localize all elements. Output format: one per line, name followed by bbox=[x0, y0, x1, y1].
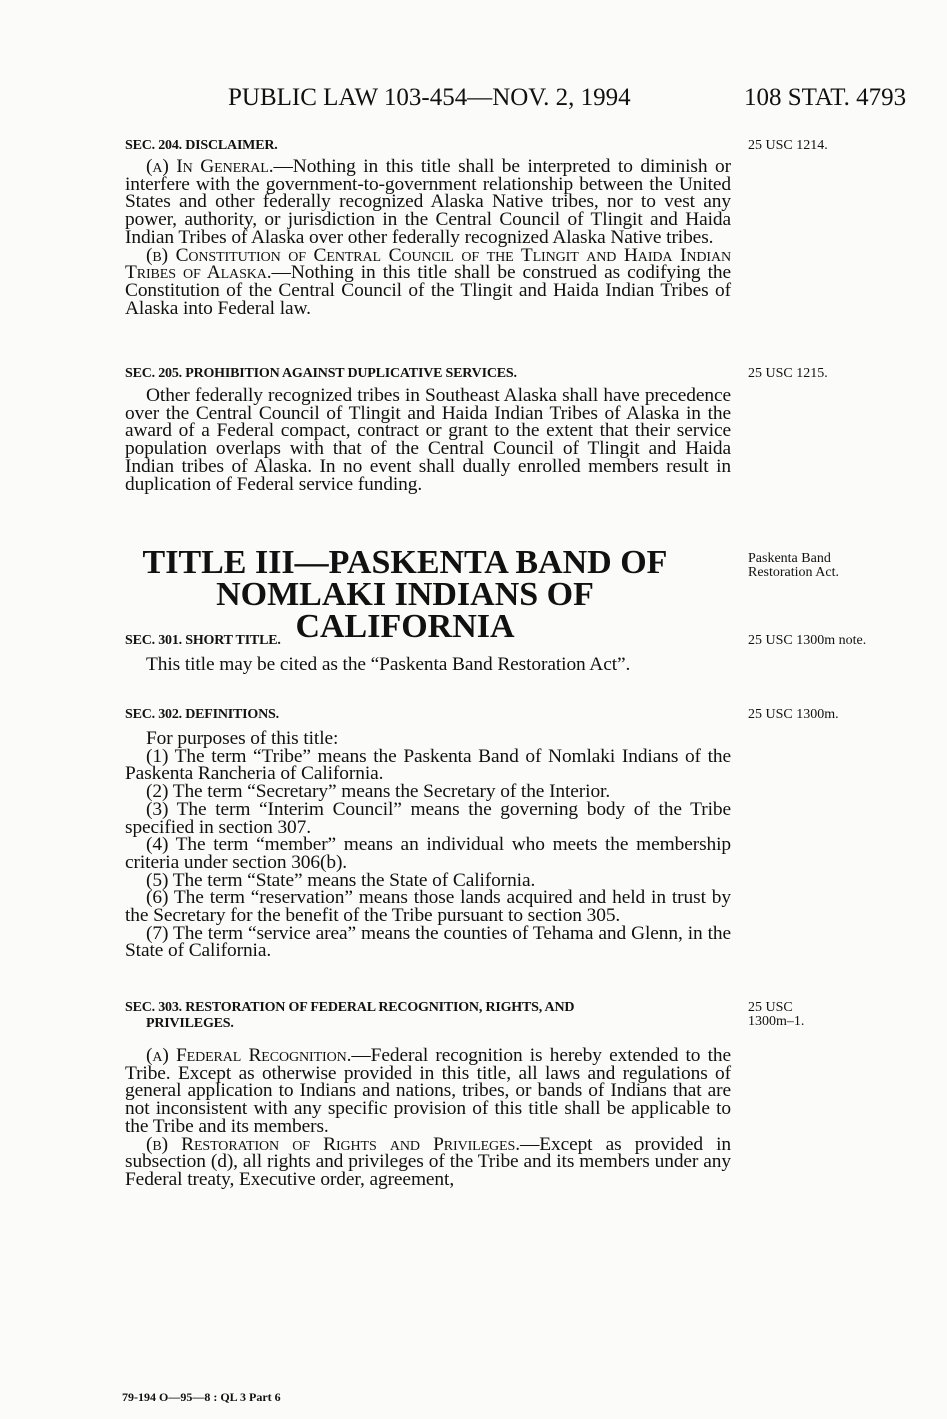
sec-303-a-text: —Federal recognition is hereby extended to the Tribe. Except as otherwise provided in this title, all laws and regulations of general application to Indians and nations, tribes, or bands of Indians that are not inconsistent with any specific provision of this title shall be applicable to the Tribe and its members. bbox=[125, 1045, 732, 1137]
title-iii-line-1: TITLE III—PASKENTA BAND OF bbox=[142, 544, 668, 581]
title-iii-heading bbox=[125, 544, 685, 645]
sec-204-b-label: (b) Constitution of Central Council of the Tlingit and Haida Indian Tribes of Alaska. bbox=[125, 244, 731, 284]
sec-204-b-text: —Nothing in this title shall be construed as codifying the Constitution of the Central Council of the Tlingit and Haida Indian Tribes of Alaska into Federal law. bbox=[125, 262, 731, 319]
sec-302-heading: SEC. 302. DEFINITIONS. bbox=[125, 707, 279, 722]
sec-205-body bbox=[125, 387, 731, 493]
sec-204-margin-note: 25 USC 1214. bbox=[748, 138, 828, 153]
sec-205-text: Other federally recognized tribes in Southeast Alaska shall have precedence over the Central Council of Tlingit and Haida Indian Tribes of Alaska in the award of a Federal compact, contract or grant to the extent that their service population overlaps with that of the Central Council of Tlingit and Haida Indian tribes of Alaska. In no event shall dually enrolled members result in duplication of Federal service funding. bbox=[125, 385, 731, 495]
title-iii-margin-note: Paskenta Band Restoration Act. bbox=[748, 551, 839, 580]
sec-303-heading-line-2: PRIVILEGES. bbox=[146, 1016, 234, 1031]
title-iii-line-2: NOMLAKI INDIANS OF CALIFORNIA bbox=[216, 576, 594, 645]
sec-303-b-text: —Except as provided in subsection (d), all rights and privileges of the Tribe and its members under any Federal treaty, Executive order, agreement, bbox=[125, 1133, 731, 1190]
sec-301-heading: SEC. 301. SHORT TITLE. bbox=[125, 633, 281, 648]
sec-205-heading: SEC. 205. PROHIBITION AGAINST DUPLICATIVE SERVICES. bbox=[125, 366, 517, 381]
sec-205-margin-note: 25 USC 1215. bbox=[748, 366, 828, 381]
sec-204-a-label: (a) In General. bbox=[146, 156, 274, 177]
sec-301-body bbox=[125, 656, 731, 674]
definitions-list bbox=[125, 730, 731, 960]
page-number: 108 STAT. 4793 bbox=[744, 84, 907, 111]
sec-303-margin-note: 25 USC 1300m–1. bbox=[748, 1000, 805, 1029]
definition-item: (3) The term “Interim Council” means the governing body of the Tribe specified in section 307. bbox=[125, 798, 731, 838]
definitions-intro: For purposes of this title: bbox=[146, 728, 339, 749]
definition-item: (1) The term “Tribe” means the Paskenta Band of Nomlaki Indians of the Paskenta Rancheria of California. bbox=[125, 745, 731, 785]
sec-303-heading bbox=[125, 1000, 731, 1032]
sec-303-heading-line-1: SEC. 303. RESTORATION OF FEDERAL RECOGNITION, RIGHTS, AND bbox=[125, 1000, 575, 1015]
definition-item: (7) The term “service area” means the counties of Tehama and Glenn, in the State of California. bbox=[125, 922, 731, 962]
sec-303-body bbox=[125, 1047, 731, 1189]
sec-301-margin-note: 25 USC 1300m note. bbox=[748, 633, 867, 648]
sec-204-heading: SEC. 204. DISCLAIMER. bbox=[125, 138, 278, 153]
sec-204-a-text: —Nothing in this title shall be interpreted to diminish or interfere with the government-to-government relationship between the United States and other federally recognized Alaska Native tribes, nor to vest any power, authority, or jurisdiction in the Central Council of Tlingit and Haida Indian Tribes of Alaska over other federally recognized Alaska Native tribes. bbox=[125, 156, 731, 248]
definition-item: (6) The term “reservation” means those lands acquired and held in trust by the Secretary for the benefit of the Tribe pursuant to section 305. bbox=[125, 887, 731, 927]
sec-302-margin-note: 25 USC 1300m. bbox=[748, 707, 839, 722]
sec-303-a-label: (a) Federal Recognition. bbox=[146, 1045, 352, 1066]
definition-item: (4) The term “member” means an individual who meets the membership criteria under section 306(b). bbox=[125, 834, 731, 873]
sec-204-body bbox=[125, 158, 731, 317]
definition-item: (2) The term “Secretary” means the Secretary of the Interior. bbox=[146, 781, 611, 803]
sec-303-b-label: (b) Restoration of Rights and Privileges. bbox=[146, 1133, 520, 1155]
printer-footer: 79-194 O—95—8 : QL 3 Part 6 bbox=[122, 1390, 281, 1404]
running-head-title: PUBLIC LAW 103-454—NOV. 2, 1994 bbox=[228, 84, 631, 111]
definition-item: (5) The term “State” means the State of California. bbox=[146, 869, 536, 891]
sec-301-text: This title may be cited as the “Paskenta Band Restoration Act”. bbox=[146, 654, 631, 675]
